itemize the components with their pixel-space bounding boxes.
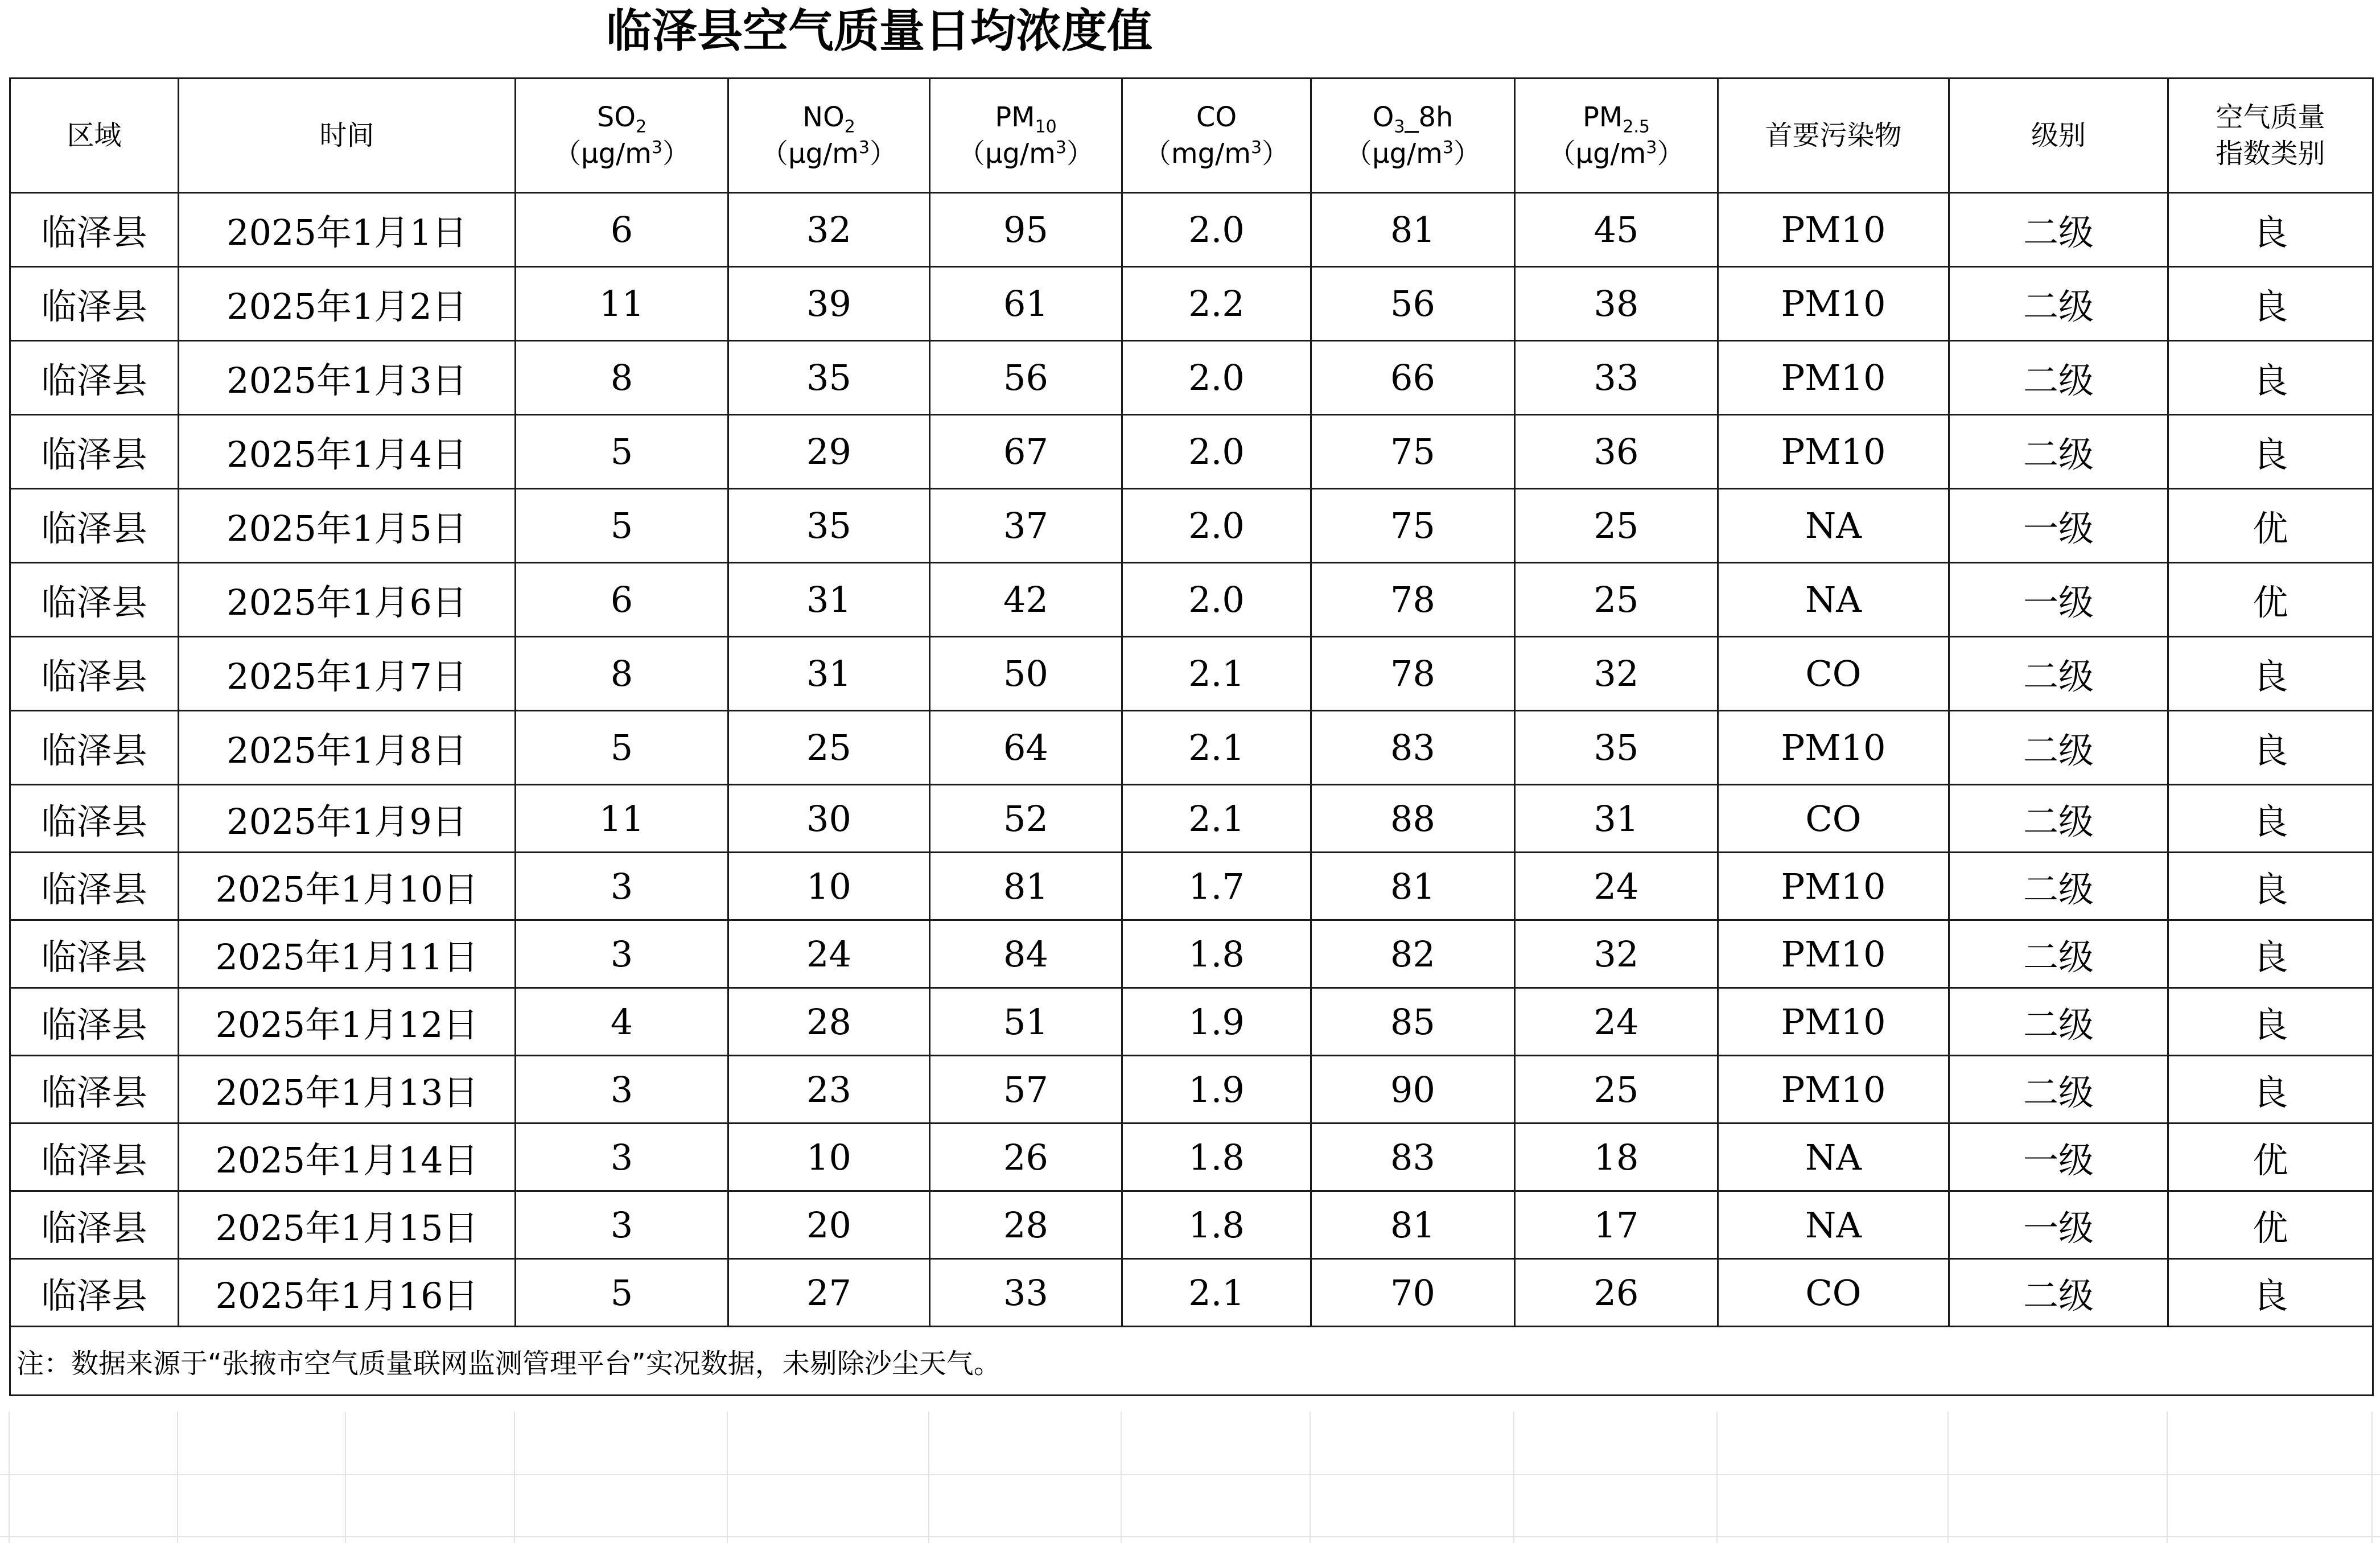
header-primary-label: 首要污染物: [1765, 120, 1902, 151]
pm25-cell: 17: [1515, 1191, 1718, 1259]
grade-cell: 一级: [1949, 489, 2168, 563]
so2-cell: 3: [516, 1124, 728, 1191]
date-cell: 2025年1月5日: [179, 489, 516, 563]
o3-cell: 83: [1311, 1124, 1515, 1191]
o3-cell: 75: [1311, 489, 1515, 563]
table-row: [10, 711, 2373, 785]
date-cell: 2025年1月15日: [179, 1191, 516, 1259]
category-cell: 良: [2168, 1056, 2373, 1124]
primary-pollutant-cell: CO: [1718, 1259, 1949, 1327]
grade-cell: 二级: [1949, 637, 2168, 711]
no2-cell: 24: [728, 920, 930, 988]
so2-cell: 11: [516, 785, 728, 853]
pm25-cell: 24: [1515, 988, 1718, 1056]
so2-cell: 8: [516, 341, 728, 415]
pm25-cell: 32: [1515, 637, 1718, 711]
o3-cell: 81: [1311, 853, 1515, 920]
page-title: 临泽县空气质量日均浓度值: [606, 5, 1152, 57]
table-row: [10, 1124, 2373, 1191]
no2-cell: 28: [728, 988, 930, 1056]
pm10-cell: 51: [930, 988, 1122, 1056]
region-cell: 临泽县: [10, 1056, 179, 1124]
pm25-cell: 26: [1515, 1259, 1718, 1327]
primary-pollutant-cell: CO: [1718, 637, 1949, 711]
grade-cell: 二级: [1949, 988, 2168, 1056]
pm10-cell: 42: [930, 563, 1122, 637]
grade-cell: 二级: [1949, 193, 2168, 267]
header-o3: [1311, 79, 1515, 193]
pm10-cell: 95: [930, 193, 1122, 267]
header-pm10: [930, 79, 1122, 193]
o3-cell: 78: [1311, 637, 1515, 711]
table-row: [10, 1259, 2373, 1327]
header-region-label: 区域: [67, 120, 122, 151]
date-cell: 2025年1月16日: [179, 1259, 516, 1327]
table-row: [10, 637, 2373, 711]
pm25-cell: 38: [1515, 267, 1718, 341]
co-cell: 2.1: [1122, 711, 1311, 785]
so2-cell: 11: [516, 267, 728, 341]
pm10-cell: 64: [930, 711, 1122, 785]
table-row: [10, 489, 2373, 563]
header-date-label: 时间: [319, 120, 374, 151]
so2-cell: 4: [516, 988, 728, 1056]
region-cell: 临泽县: [10, 988, 179, 1056]
pm10-cell: 37: [930, 489, 1122, 563]
o3-cell: 75: [1311, 415, 1515, 489]
o3-cell: 82: [1311, 920, 1515, 988]
pm10-cell: 28: [930, 1191, 1122, 1259]
pm10-cell: 33: [930, 1259, 1122, 1327]
no2-cell: 29: [728, 415, 930, 489]
o3-cell: 78: [1311, 563, 1515, 637]
grade-cell: 二级: [1949, 341, 2168, 415]
category-cell: 优: [2168, 489, 2373, 563]
no2-subscript: 2: [844, 117, 855, 137]
category-cell: 优: [2168, 563, 2373, 637]
co-cell: 2.0: [1122, 563, 1311, 637]
pm10-subscript: 10: [1035, 117, 1057, 137]
so2-unit-exponent: 3: [651, 138, 663, 158]
no2-cell: 32: [728, 193, 930, 267]
header-category-line1: 空气质量: [2216, 101, 2325, 133]
so2-cell: 3: [516, 853, 728, 920]
header-region: [10, 79, 179, 193]
category-cell: 良: [2168, 193, 2373, 267]
o3-cell: 88: [1311, 785, 1515, 853]
no2-cell: 31: [728, 563, 930, 637]
no2-unit: （μg/m: [760, 138, 859, 170]
o3-unit-exponent: 3: [1442, 138, 1454, 158]
no2-cell: 30: [728, 785, 930, 853]
table-row: [10, 988, 2373, 1056]
pm25-name: PM: [1582, 101, 1623, 133]
pm25-cell: 33: [1515, 341, 1718, 415]
date-cell: 2025年1月10日: [179, 853, 516, 920]
pm25-subscript: 2.5: [1623, 117, 1650, 137]
date-cell: 2025年1月3日: [179, 341, 516, 415]
pm10-cell: 84: [930, 920, 1122, 988]
category-cell: 良: [2168, 988, 2373, 1056]
so2-unit-close: ）: [662, 138, 690, 170]
pm10-cell: 52: [930, 785, 1122, 853]
pm10-cell: 50: [930, 637, 1122, 711]
so2-subscript: 2: [636, 117, 647, 137]
header-date: [179, 79, 516, 193]
category-cell: 优: [2168, 1191, 2373, 1259]
no2-cell: 35: [728, 489, 930, 563]
so2-name: SO: [596, 101, 636, 133]
table-row: [10, 920, 2373, 988]
co-cell: 1.9: [1122, 988, 1311, 1056]
date-cell: 2025年1月6日: [179, 563, 516, 637]
pm25-cell: 32: [1515, 920, 1718, 988]
date-cell: 2025年1月4日: [179, 415, 516, 489]
region-cell: 临泽县: [10, 1259, 179, 1327]
o3-name: O: [1372, 101, 1394, 133]
co-cell: 2.0: [1122, 489, 1311, 563]
co-cell: 2.1: [1122, 637, 1311, 711]
grade-cell: 二级: [1949, 785, 2168, 853]
pm25-cell: 25: [1515, 563, 1718, 637]
co-name: CO: [1196, 101, 1237, 133]
category-cell: 良: [2168, 853, 2373, 920]
o3-cell: 85: [1311, 988, 1515, 1056]
region-cell: 临泽县: [10, 341, 179, 415]
primary-pollutant-cell: PM10: [1718, 988, 1949, 1056]
so2-cell: 6: [516, 563, 728, 637]
co-cell: 2.2: [1122, 267, 1311, 341]
no2-cell: 10: [728, 853, 930, 920]
no2-cell: 39: [728, 267, 930, 341]
table-row: [10, 853, 2373, 920]
pm10-unit-close: ）: [1067, 138, 1094, 170]
co-cell: 2.0: [1122, 415, 1311, 489]
so2-cell: 8: [516, 637, 728, 711]
primary-pollutant-cell: NA: [1718, 489, 1949, 563]
pm25-cell: 45: [1515, 193, 1718, 267]
co-cell: 1.8: [1122, 1191, 1311, 1259]
region-cell: 临泽县: [10, 853, 179, 920]
pm25-unit-exponent: 3: [1646, 138, 1657, 158]
table-row: [10, 1056, 2373, 1124]
grade-cell: 二级: [1949, 267, 2168, 341]
region-cell: 临泽县: [10, 920, 179, 988]
header-category-line2: 指数类别: [2216, 138, 2325, 170]
table-row: [10, 785, 2373, 853]
no2-cell: 31: [728, 637, 930, 711]
pm25-unit-close: ）: [1657, 138, 1685, 170]
no2-cell: 35: [728, 341, 930, 415]
no2-name: NO: [802, 101, 845, 133]
table-row: [10, 563, 2373, 637]
date-cell: 2025年1月9日: [179, 785, 516, 853]
primary-pollutant-cell: PM10: [1718, 711, 1949, 785]
pm10-cell: 67: [930, 415, 1122, 489]
primary-pollutant-cell: PM10: [1718, 193, 1949, 267]
co-unit: （mg/m: [1143, 138, 1251, 170]
grade-cell: 二级: [1949, 415, 2168, 489]
co-cell: 1.8: [1122, 920, 1311, 988]
header-row: [10, 79, 2373, 193]
co-cell: 1.8: [1122, 1124, 1311, 1191]
table-row: [10, 193, 2373, 267]
pm10-unit-exponent: 3: [1055, 138, 1067, 158]
date-cell: 2025年1月8日: [179, 711, 516, 785]
header-grade-label: 级别: [2031, 120, 2086, 151]
grade-cell: 二级: [1949, 853, 2168, 920]
header-no2: [728, 79, 930, 193]
note-text: 注：数据来源于“张掖市空气质量联网监测管理平台”实况数据，未剔除沙尘天气。: [10, 1327, 2373, 1396]
pm25-cell: 18: [1515, 1124, 1718, 1191]
date-cell: 2025年1月13日: [179, 1056, 516, 1124]
no2-unit-exponent: 3: [858, 138, 870, 158]
o3-cell: 83: [1311, 711, 1515, 785]
category-cell: 良: [2168, 415, 2373, 489]
so2-cell: 3: [516, 920, 728, 988]
co-cell: 2.0: [1122, 193, 1311, 267]
o3-cell: 81: [1311, 1191, 1515, 1259]
date-cell: 2025年1月1日: [179, 193, 516, 267]
primary-pollutant-cell: PM10: [1718, 267, 1949, 341]
region-cell: 临泽县: [10, 1124, 179, 1191]
so2-cell: 6: [516, 193, 728, 267]
primary-pollutant-cell: PM10: [1718, 920, 1949, 988]
grade-cell: 一级: [1949, 1124, 2168, 1191]
co-cell: 2.0: [1122, 341, 1311, 415]
o3-cell: 90: [1311, 1056, 1515, 1124]
grade-cell: 二级: [1949, 920, 2168, 988]
co-unit-close: ）: [1262, 138, 1290, 170]
no2-cell: 10: [728, 1124, 930, 1191]
table-row: [10, 267, 2373, 341]
pm10-cell: 56: [930, 341, 1122, 415]
category-cell: 良: [2168, 785, 2373, 853]
category-cell: 良: [2168, 267, 2373, 341]
category-cell: 良: [2168, 1259, 2373, 1327]
region-cell: 临泽县: [10, 415, 179, 489]
o3-suffix: _8h: [1405, 101, 1453, 133]
o3-cell: 56: [1311, 267, 1515, 341]
pm25-cell: 25: [1515, 489, 1718, 563]
so2-cell: 3: [516, 1056, 728, 1124]
pm25-cell: 31: [1515, 785, 1718, 853]
category-cell: 良: [2168, 920, 2373, 988]
date-cell: 2025年1月14日: [179, 1124, 516, 1191]
no2-cell: 25: [728, 711, 930, 785]
header-so2: [516, 79, 728, 193]
air-quality-table: [9, 77, 2374, 1396]
region-cell: 临泽县: [10, 785, 179, 853]
no2-unit-close: ）: [870, 138, 897, 170]
grade-cell: 二级: [1949, 1259, 2168, 1327]
pm25-cell: 35: [1515, 711, 1718, 785]
grade-cell: 一级: [1949, 1191, 2168, 1259]
category-cell: 优: [2168, 1124, 2373, 1191]
category-cell: 良: [2168, 711, 2373, 785]
o3-cell: 70: [1311, 1259, 1515, 1327]
co-unit-exponent: 3: [1251, 138, 1262, 158]
pm10-cell: 26: [930, 1124, 1122, 1191]
note-row: [10, 1327, 2373, 1396]
so2-cell: 5: [516, 1259, 728, 1327]
category-cell: 良: [2168, 637, 2373, 711]
o3-cell: 81: [1311, 193, 1515, 267]
primary-pollutant-cell: CO: [1718, 785, 1949, 853]
so2-cell: 5: [516, 489, 728, 563]
table-row: [10, 1191, 2373, 1259]
no2-cell: 20: [728, 1191, 930, 1259]
date-cell: 2025年1月11日: [179, 920, 516, 988]
co-cell: 2.1: [1122, 785, 1311, 853]
o3-unit: （μg/m: [1344, 138, 1443, 170]
primary-pollutant-cell: PM10: [1718, 1056, 1949, 1124]
pm10-cell: 57: [930, 1056, 1122, 1124]
pm25-cell: 36: [1515, 415, 1718, 489]
pm25-cell: 25: [1515, 1056, 1718, 1124]
region-cell: 临泽县: [10, 267, 179, 341]
primary-pollutant-cell: NA: [1718, 1191, 1949, 1259]
co-cell: 1.7: [1122, 853, 1311, 920]
pm10-unit: （μg/m: [957, 138, 1056, 170]
co-cell: 1.9: [1122, 1056, 1311, 1124]
header-co: [1122, 79, 1311, 193]
region-cell: 临泽县: [10, 1191, 179, 1259]
header-grade: [1949, 79, 2168, 193]
table-row: [10, 415, 2373, 489]
grade-cell: 二级: [1949, 711, 2168, 785]
grade-cell: 一级: [1949, 563, 2168, 637]
primary-pollutant-cell: PM10: [1718, 853, 1949, 920]
date-cell: 2025年1月12日: [179, 988, 516, 1056]
region-cell: 临泽县: [10, 193, 179, 267]
region-cell: 临泽县: [10, 563, 179, 637]
so2-unit: （μg/m: [553, 138, 652, 170]
region-cell: 临泽县: [10, 489, 179, 563]
pm25-unit: （μg/m: [1548, 138, 1646, 170]
header-primary-pollutant: [1718, 79, 1949, 193]
o3-cell: 66: [1311, 341, 1515, 415]
category-cell: 良: [2168, 341, 2373, 415]
table-row: [10, 341, 2373, 415]
primary-pollutant-cell: PM10: [1718, 341, 1949, 415]
header-category: [2168, 79, 2373, 193]
primary-pollutant-cell: NA: [1718, 1124, 1949, 1191]
pm25-cell: 24: [1515, 853, 1718, 920]
header-pm25: [1515, 79, 1718, 193]
no2-cell: 23: [728, 1056, 930, 1124]
pm10-cell: 61: [930, 267, 1122, 341]
so2-cell: 3: [516, 1191, 728, 1259]
so2-cell: 5: [516, 415, 728, 489]
primary-pollutant-cell: NA: [1718, 563, 1949, 637]
co-cell: 2.1: [1122, 1259, 1311, 1327]
region-cell: 临泽县: [10, 637, 179, 711]
no2-cell: 27: [728, 1259, 930, 1327]
grade-cell: 二级: [1949, 1056, 2168, 1124]
pm10-cell: 81: [930, 853, 1122, 920]
so2-cell: 5: [516, 711, 728, 785]
o3-unit-close: ）: [1453, 138, 1481, 170]
primary-pollutant-cell: PM10: [1718, 415, 1949, 489]
date-cell: 2025年1月2日: [179, 267, 516, 341]
pm10-name: PM: [995, 101, 1035, 133]
date-cell: 2025年1月7日: [179, 637, 516, 711]
o3-subscript: 3: [1394, 117, 1405, 137]
region-cell: 临泽县: [10, 711, 179, 785]
